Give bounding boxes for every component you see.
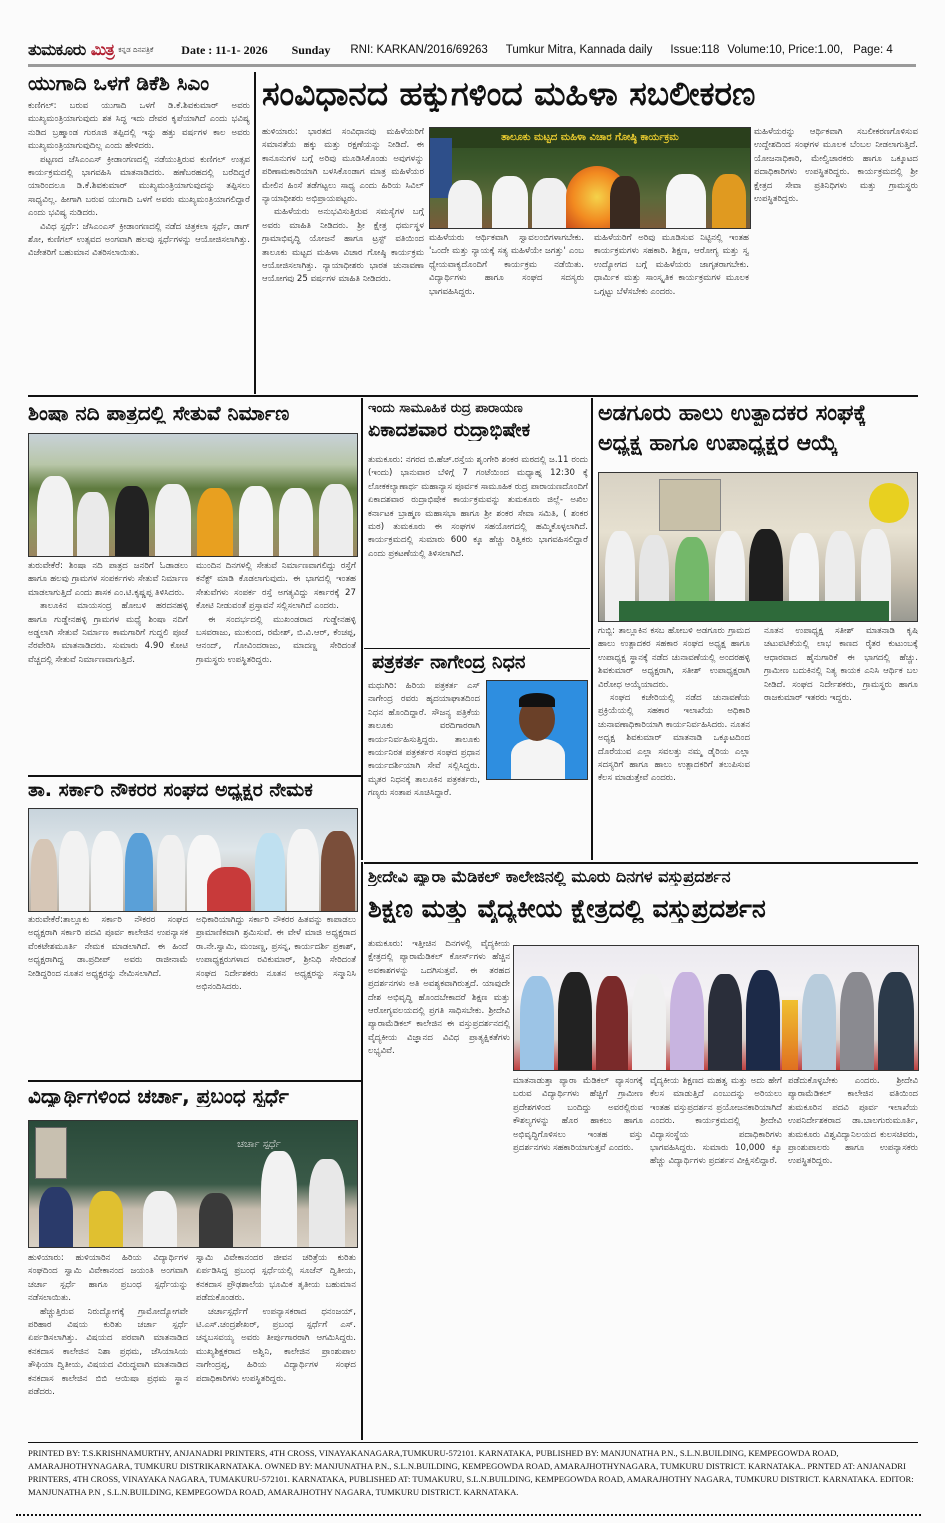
person [59,831,89,911]
person [596,976,628,1070]
person [39,1187,73,1247]
event-banner: ತಾಲೂಕು ಮಟ್ಟದ ಮಹಿಳಾ ವಿಚಾರ ಗೋಷ್ಠಿ ಕಾರ್ಯಕ್ರಮ [430,128,750,148]
person [448,180,482,228]
person [309,1159,345,1247]
person [558,972,592,1070]
volume-price: Volume:10, Price:1.00, [727,44,844,56]
charcha-body-col1: ಹುಳಿಯಾರು: ಹುಳಿಯಾರಿನ ಹಿರಿಯ ವಿದ್ಯಾರ್ಥಿಗಳ ಸಂಘದಿಂದ ಸ್ವಾಮಿ ವಿವೇಕಾನಂದ ಜಯಂತಿ ಅಂಗವಾಗಿ ಚರ್ಚಾ ಸ್ಪರ್ಧೆ ಹಾಗೂ ಪ್ರಬಂಧ ಸ್ಪರ್ಧೆಯನ್ನು ನಡೆಸಲಾಯಿತು. ಹೆಚ್ಚುತ್ತಿರುವ ನಿರುದ್ಯೋಗಕ್ಕೆ ಗ್ರಾಮೋದ್ಯೋಗವೇ ಪರಿಹಾರ ವಿಷಯ ಕುರಿತು ಚರ್ಚಾ ಸ್ಪರ್ಧೆ ಏರ್ಪಡಿಸಲಾಗಿತ್ತು. ವಿಷಯದ ಪರವಾಗಿ ಮಾತನಾಡಿದ ಕನಕದಾಸ ಕಾಲೇಜಿನ ನಿಶಾ ಪ್ರಥಮ, ಜೆಸಿಯಾಸಿಯ ತೌಫಿಯಾ ದ್ವಿತೀಯ, ವಿಷಯದ ವಿರುದ್ಧವಾಗಿ ಮಾತನಾಡಿದ ಕನಕದಾಸ ಕಾಲೇಜಿನ ಬಿಬಿ ಆಯಿಷಾ ಪ್ರಥಮ ಸ್ಥಾನ ಪಡೆದರು. [28,1253,188,1398]
naukarara-body-col2: ಅಧಿಕಾರಿಯಾಗಿದ್ದು ಸರ್ಕಾರಿ ನೌಕರರ ಹಿತವನ್ನು ಕಾಪಾಡಲು ಪ್ರಾಮಾಣಿಕವಾಗಿ ಶ್ರಮಿಸುವೆ. ಈ ವೇಳೆ ಮಾಜಿ ಅಧ್ಯಕ್ಷರಾದ ರಾ.ನೇ.ಸ್ವಾಮಿ, ಮಂಜಣ್ಣ, ಪ್ರಸನ್ನ, ಕಾರ್ಯದರ್ಶಿ ಪ್ರಕಾಶ್, ಉಪಾಧ್ಯಕ್ಷರುಗಳಾದ ರವಿಕುಮಾರ್, ಶ್ರೀನಿಧಿ ಸೇರಿದಂತೆ ಸಂಘದ ನಿರ್ದೇಶಕರು ನೂತನ ಅಧ್ಯಕ್ಷರನ್ನು ಸನ್ಮಾನಿಸಿ ಅಭಿನಂದಿಸಿದರು. [196,915,356,993]
mahila-body-col1: ಹುಳಿಯಾರು: ಭಾರತದ ಸಂವಿಧಾನವು ಮಹಿಳೆಯರಿಗೆ ಸಮಾನತೆಯ ಹಕ್ಕು ಮತ್ತು ರಕ್ಷಣೆಯನ್ನು ನೀಡಿದೆ. ಈ ಕಾನೂನುಗಳ ಬಗ್ಗೆ ಅರಿವು ಮೂಡಿಸಿಕೊಂಡು ಅವುಗಳನ್ನು ಪರಿಣಾಮಕಾರಿಯಾಗಿ ಬಳಸಿಕೊಂಡಾಗ ಮಾತ್ರ ಮಹಿಳೆಯರ ಮೇಲಿನ ಹಿಂಸೆ ತಡೆಗಟ್ಟಲು ಸಾಧ್ಯ ಎಂದು ಹಿರಿಯ ಸಿವಿಲ್ ನ್ಯಾಯಾಧೀಶರು ಅಭಿಪ್ರಾಯಪಟ್ಟರು. ಮಹಿಳೆಯರು ಅನುಭವಿಸುತ್ತಿರುವ ಸಮಸ್ಯೆಗಳ ಬಗ್ಗೆ ಅವರು ಮಾಹಿತಿ ನೀಡಿದರು. ಶ್ರೀ ಕ್ಷೇತ್ರ ಧರ್ಮಸ್ಥಳ ಗ್ರಾಮಾಭಿವೃದ್ಧಿ ಯೋಜನೆ ಹಾಗೂ ಟ್ರಸ್ಟ್ ವತಿಯಿಂದ ತಾಲೂಕು ಮಟ್ಟದ ಮಹಿಳಾ ವಿಚಾರ ಗೋಷ್ಠಿ ಕಾರ್ಯಕ್ರಮ ಆಯೋಜಿಸಲಾಗಿತ್ತು. ನ್ಯಾಯಾಧೀಶರು ಭಾರತ ಚುನಾವಣಾ ಆಯೋಗವು 25 ವರ್ಷಗಳ ಮಾಹಿತಿ ನೀಡಿದರು. [262,127,424,285]
person-shirt [511,739,565,779]
person [321,831,355,911]
person [125,833,153,911]
person [708,974,742,1070]
column-divider [254,72,256,394]
person [197,488,233,556]
masthead-rule [28,64,916,67]
person [239,486,273,556]
mahila-event-photo [429,127,751,229]
shimsha-body-col2: ಮುಂದಿನ ದಿನಗಳಲ್ಲಿ ಸೇತುವೆ ನಿರ್ಮಾಣವಾಗಲಿದ್ದು ರಸ್ತೆಗೆ ಕನೆಕ್ಟ್ ಮಾಡಿ ಕೊಡಲಾಗುವುದು. ಈ ಭಾಗದಲ್ಲಿ ಇಂತಹ ಸೇತುವೆಗಳು ಸಂಪರ್ಕ ರಸ್ತೆ ಅಗತ್ಯವಿದ್ದು ಸರ್ಕಾರಕ್ಕೆ 27 ಕೋಟಿ ನೀಡುವಂತೆ ಪ್ರಸ್ತಾವನೆ ಸಲ್ಲಿಸಲಾಗಿದೆ ಎಂದರು. ಈ ಸಂದರ್ಭದಲ್ಲಿ ಮುಖಂಡರಾದ ಗುಡ್ಡೇನಹಳ್ಳಿ ಬಸವರಾಜು, ಮುಕುಂದ, ರಮೇಶ್, ಬಿ.ವಿ.ಆರ್, ಕೆಂಚಪ್ಪ, ಆನಂದ್, ಗೋವಿಂದರಾಜು, ಮಾದಣ್ಣ ಸೇರಿದಂತೆ ಗ್ರಾಮಸ್ಥರು ಉಪಸ್ಥಿತರಿದ್ದರು. [196,561,356,665]
person [492,176,528,228]
wall-board [659,479,721,531]
nagendra-portrait [486,680,588,780]
person [520,976,554,1070]
issue-day: Sunday [291,42,331,57]
person [319,484,353,556]
balloons [869,483,909,523]
sridevi-body-col2: ಮಾತನಾಡುತ್ತಾ ಪ್ಯಾರಾ ಮೆಡಿಕಲ್ ವ್ಯಾಸಂಗಕ್ಕೆ ಬರುವ ವಿದ್ಯಾರ್ಥಿಗಳು ಹೆಚ್ಚಿಗೆ ಗ್ರಾಮೀಣ ಪ್ರದೇಶಗಳಿಂದ ಬಂದಿದ್ದು ಅವರಲ್ಲಿರುವ ಕೌಶಲ್ಯಗಳನ್ನು ಹೊರ ಹಾಕಲು ಹಾಗೂ ಅಭಿವೃದ್ಧಿಗೊಳಿಸಲು ಇಂತಹ ವಸ್ತು ಪ್ರದರ್ಶನಗಳು ಸಹಕಾರಿಯಾಗುತ್ತವೆ ಎಂದರು. [513,1076,643,1154]
footer-divider [28,1442,918,1443]
person [91,831,123,911]
portrait-frame [35,1127,67,1179]
mahila-body-col2: ಮಹಿಳೆಯರು ಆರ್ಥಿಕವಾಗಿ ಸ್ವಾವಲಂಬಿಗಳಾಗಬೇಕು. 'ಒಂದೇ ಮತ್ತು ನ್ಯಾಯಕ್ಕೆ ಸತ್ಯ ಮಹಿಳೆಯೇ ಜಗತ್ತು' ಎಂಬ ಧ್ಯೇಯವಾಕ್ಯದೊಂದಿಗೆ ಕಾರ್ಯಕ್ರಮ ನಡೆಯಿತು. ವಿದ್ಯಾರ್ಥಿಗಳು ಹಾಗೂ ಸಂಘದ ಸದಸ್ಯರು ಭಾಗವಹಿಸಿದ್ದರು. [429,233,584,297]
person [155,484,191,556]
paper-name: Tumkur Mitra, Kannada daily [505,44,653,56]
newspaper-logo: ತುಮಕೂರು ಮಿತ್ರ [28,40,115,59]
naukarara-body-col1: ತುರುವೇಕೆರೆ:ತಾಲ್ಲೂಕು ಸರ್ಕಾರಿ ನೌಕರರ ಸಂಘದ ಅಧ್ಯಕ್ಷರಾಗಿ ಸರ್ಕಾರಿ ಪದವಿ ಪೂರ್ವ ಕಾಲೇಜಿನ ಉಪನ್ಯಾಸಕ ವೆಂಕಟೇಶಮೂರ್ತಿ ನೇಮಕ ಮಾಡಲಾಗಿದೆ. ಈ ಹಿಂದೆ ಅಧ್ಯಕ್ಷರಾಗಿದ್ದ ಡಾ.ಪ್ರದೀಪ್ ಅವರು ರಾಜೀನಾಮೆ ನೀಡಿದ್ದರಿಂದ ನೂತನ ಅಧ್ಯಕ್ಷರನ್ನು ನೇಮಿಸಲಾಗಿದೆ. [28,915,188,979]
mahila-body-col3: ಮಹಿಳೆಯರಿಗೆ ಅರಿವು ಮೂಡಿಸುವ ನಿಟ್ಟಿನಲ್ಲಿ ಇಂತಹ ಕಾರ್ಯಕ್ರಮಗಳು ಸಹಕಾರಿ. ಶಿಕ್ಷಣ, ಆರೋಗ್ಯ ಮತ್ತು ಸ್ವ ಉದ್ಯೋಗದ ಬಗ್ಗೆ ಮಹಿಳೆಯರು ಜಾಗೃತರಾಗಬೇಕು. ಧಾರ್ಮಿಕ ಮತ್ತು ಸಾಂಸ್ಕೃತಿಕ ಕಾರ್ಯಕ್ರಮಗಳ ಮೂಲಕ ಒಗ್ಗಟ್ಟು ಬೆಳೆಸಬೇಕು ಎಂದರು. [594,233,749,297]
issue-number: Issue:118 [670,44,720,56]
sridevi-body-col3: ವೈದ್ಯಕೀಯ ಶಿಕ್ಷಣದ ಮಹತ್ವ ಮತ್ತು ಅದು ಹೇಗೆ ಕೆಲಸ ಮಾಡುತ್ತಿದೆ ಎಂಬುದನ್ನು ಅರಿಯಲು ಇಂತಹ ವಸ್ತುಪ್ರದರ್ಶನ ಪ್ರಯೋಜನಕಾರಿಯಾಗಿದೆ ಎಂದರು. ಕಾರ್ಯಕ್ರಮದಲ್ಲಿ ಶ್ರೀದೇವಿ ವಿದ್ಯಾಸಂಸ್ಥೆಯ ಪದಾಧಿಕಾರಿಗಳು ಭಾಗವಹಿಸಿದ್ದರು. ಸುಮಾರು 10,000 ಕ್ಕೂ ಹೆಚ್ಚು ವಿದ್ಯಾರ್ಥಿಗಳು ಪ್ರದರ್ಶನ ವೀಕ್ಷಿಸಲಿದ್ದಾರೆ. [650,1076,782,1167]
sridevi-body-col4: ಪಡೆದುಕೊಳ್ಳಬೇಕು ಎಂದರು. ಶ್ರೀದೇವಿ ಪ್ಯಾರಾಮೆಡಿಕಲ್ ಕಾಲೇಜಿನ ವತಿಯಿಂದ ತುಮಕೂರಿನ ಪದವಿ ಪೂರ್ವ ಇಲಾಖೆಯ ಉಪನಿರ್ದೇಶಕರಾದ ಡಾ.ಬಾಲಗುರುಮೂರ್ತಿ, ತುಮಕೂರು ವಿಶ್ವವಿದ್ಯಾನಿಲಯದ ಕುಲಸಚಿವರು, ಪ್ರಾಂಶುಪಾಲರು ಹಾಗೂ ಉಪನ್ಯಾಸಕರು ಉಪಸ್ಥಿತರಿದ್ದರು. [788,1076,918,1167]
table-cloth [619,601,889,621]
person [143,1191,177,1247]
person [279,488,313,556]
yugadi-headline: ಯುಗಾದಿ ಒಳಗೆ ಡಿಕೆಶಿ ಸಿಎಂ [28,72,210,94]
sridevi-headline-large: ಶಿಕ್ಷಣ ಮತ್ತು ವೈದ್ಯಕೀಯ ಕ್ಷೇತ್ರದಲ್ಲಿ ವಸ್ತುಪ್ರದರ್ಶನ [368,895,766,923]
person [157,835,185,911]
person [89,1191,123,1247]
adaguru-body-col2: ನೂತನ ಉಪಾಧ್ಯಕ್ಷ ಸತೀಶ್ ಮಾತನಾಡಿ ಕೃಷಿ ಚಟುವಟಿಕೆಯಲ್ಲಿ ಲಾಭ ಕಾಣದ ರೈತರ ಕುಟುಂಬಕ್ಕೆ ಆಧಾರವಾದ ಹೈನುಗಾರಿಕೆ ಈ ಭಾಗದಲ್ಲಿ ಹೆಚ್ಚು. ಗ್ರಾಮೀಣ ಬದುಕಿನಲ್ಲಿ ನಿತ್ಯ ಕಾಯಕ ಎನಿಸಿ ಆರ್ಥಿಕ ಬಲ ನೀಡಿದೆ. ಸಂಘದ ನಿರ್ದೇಶಕರು, ಗ್ರಾಮಸ್ಥರು ಹಾಗೂ ರಾಜಕುಮಾರ್ ಇತರರು ಇದ್ದರು. [764,626,918,704]
mahila-headline: ಸಂವಿಧಾನದ ಹಕ್ಕುಗಳಿಂದ ಮಹಿಳಾ ಸಬಲೀಕರಣ [262,76,756,113]
person [712,174,746,228]
person-hair [519,693,555,707]
rudra-headline-small: ಇಂದು ಸಾಮೂಹಿಕ ರುದ್ರ ಪಾರಾಯಣ [368,402,523,416]
person [840,972,874,1070]
person [31,839,57,911]
yugadi-body: ಕುಣಿಗಲ್: ಬರುವ ಯುಗಾದಿ ಒಳಗೆ ಡಿ.ಕೆ.ಶಿವಕುಮಾರ್ ಅವರು ಮುಖ್ಯಮಂತ್ರಿಯಾಗುವುದು ಶತ ಸಿದ್ಧ ಇದು ದೇವರ ಕೃಪೆಯಾಗಿದೆ ಎಂದು ಭವಿಷ್ಯ ನುಡಿದ ಬ್ರಹ್ಮಾಂಡ ಗುರೂಜಿ ತಪ್ಪಿದಲ್ಲಿ ಇನ್ನು ಹತ್ತು ವರ್ಷಗಳ ಕಾಲ ಅವರು ಮುಖ್ಯಮಂತ್ರಿಯಾಗುವುದಿಲ್ಲ ಎಂದು ಹೇಳಿದರು. ಪಟ್ಟಣದ ಜೆಸಿಎಂಎಸ್ ಕ್ರೀಡಾಂಗಣದಲ್ಲಿ ನಡೆಯುತ್ತಿರುವ ಕುಣಿಗಲ್ ಉತ್ಸವ ಕಾರ್ಯಕ್ರಮದಲ್ಲಿ ಭಾಗವಹಿಸಿ ಮಾತನಾಡಿದರು. ಹಣೆಬರಹದಲ್ಲಿ ಬರೆದಿದ್ದರೆ ಯಾರಿಂದಲೂ ಡಿ.ಕೆ.ಶಿವಕುಮಾರ್ ಮುಖ್ಯಮಂತ್ರಿಯಾಗುವುದನ್ನು ತಪ್ಪಿಸಲು ಸಾಧ್ಯವಿಲ್ಲ. ಹೀಗಾಗಿ ಬರುವ ಯುಗಾದಿ ಒಳಗೆ ಅವರು ಮುಖ್ಯಮಂತ್ರಿಯಾಗಲಿದ್ದಾರೆ ಎಂದು ಭವಿಷ್ಯ ನುಡಿದರು. ವಿವಿಧ ಸ್ಪರ್ಧೆ: ಜೆಸಿಎಂಎಸ್ ಕ್ರೀಡಾಂಗಣದಲ್ಲಿ ನಡೆದ ಚಿತ್ರಕಲಾ ಸ್ಪರ್ಧೆ, ಡಾಗ್ ಶೋ, ಕುಣಿಗಲ್ ಉತ್ಸವದ ಅಂಗವಾಗಿ ಹಲವು ಸ್ಪರ್ಧೆಗಳನ್ನು ಆಯೋಜಿಸಲಾಗಿತ್ತು. ವಿಜೇತರಿಗೆ ಬಹುಮಾನ ವಿತರಿಸಲಾಯಿತು. [28,101,250,259]
adaguru-body-col1: ಗುಬ್ಬಿ: ತಾಲ್ಲೂಕಿನ ಕಸಬ ಹೋಬಳಿ ಅಡಗೂರು ಗ್ರಾಮದ ಹಾಲು ಉತ್ಪಾದಕರ ಸಹಕಾರ ಸಂಘದ ಅಧ್ಯಕ್ಷ ಹಾಗೂ ಉಪಾಧ್ಯಕ್ಷ ಸ್ಥಾನಕ್ಕೆ ನಡೆದ ಚುನಾವಣೆಯಲ್ಲಿ ಅಂದರಹಳ್ಳಿ ಶಿವಕುಮಾರ್ ಅಧ್ಯಕ್ಷರಾಗಿ, ಸತೀಶ್ ಉಪಾಧ್ಯಕ್ಷರಾಗಿ ವಿರೋಧ ಆಯ್ಕೆಯಾದರು. ಸಂಘದ ಕಚೇರಿಯಲ್ಲಿ ನಡೆದ ಚುನಾವಣೆಯ ಪ್ರಕ್ರಿಯೆಯಲ್ಲಿ ಸಹಕಾರ ಇಲಾಖೆಯ ಅಧಿಕಾರಿ ಚುನಾವಣಾಧಿಕಾರಿಯಾಗಿ ಕಾರ್ಯನಿರ್ವಹಿಸಿದರು. ನೂತನ ಅಧ್ಯಕ್ಷ ಶಿವಕುಮಾರ್ ಮಾತನಾಡಿ ಒಕ್ಕೂಟದಿಂದ ದೊರೆಯುವ ಎಲ್ಲಾ ಸವಲತ್ತು ನಮ್ಮ ಡೈರಿಯ ಎಲ್ಲಾ ಸದಸ್ಯರಿಗೆ ಹಾಗೂ ಹಾಲು ಉತ್ಪಾದಕರಿಗೆ ತಲುಪಿಸುವ ಕೆಲಸ ಮಾಡುತ್ತೇವೆ ಎಂದರು. [598,626,750,784]
imprint-line: PRINTED BY: T.S.KRISHNAMURTHY, ANJANADRI PRINTERS, 4TH CROSS, VINAYAKANAGARA,TUMKURU-572101. KARNATAKA, PUBLISHED BY: MANJUNATHA P.N., S.L.N.BUILDING, KEMPEGOWDA ROAD, AMARAJHOTHYNAGARA, TUMKURU DISTRIKARNATAKA. OWNED BY: MANJUNATHA P.N., S.L.N.BUILDING, KEMPEGOWDA ROAD, AMARAJHOTHYNAGARA, TUMKURU DISTRICT. KARNATAKA.. PRNTED AT: ANJANADRI PRINTERS, 4TH CROSS, VINAYAKA NAGARA, TUMAKURU-572101. KARNATAKA, PUBLISHED AT: TUMAKURU, S.L.N.BUILDING, KEMPEGOWDA ROAD, AMARAJHOTHY NAGARA, TUMKURU DISTRICT. KARNATAKA. EDITOR: MANJUNATHA P.N , S.L.N.BUILDING, KEMPEGOWDA ROAD, AMARAJHOTHY NAGARA, TUMKURU DISTRICT. KARNATAKA. [28,1448,914,1497]
dotted-bottom-rule [16,1514,921,1516]
person [77,492,109,556]
charcha-headline: ವಿದ್ಯಾರ್ಥಿಗಳಿಂದ ಚರ್ಚಾ, ಪ್ರಬಂಧ ಸ್ಪರ್ಧೆ [28,1085,289,1107]
person [261,1151,297,1247]
person [802,974,836,1070]
adaguru-headline-line2: ಅಧ್ಯಕ್ಷ ಹಾಗೂ ಉಪಾಧ್ಯಕ್ಷರ ಆಯ್ಕೆ [598,432,838,456]
shimsha-bridge-photo [28,433,358,557]
column-divider [361,862,363,1440]
section-divider [28,395,918,397]
charcha-body-col2: ಸ್ವಾಮಿ ವಿವೇಕಾನಂದರ ಜೀವನ ಚರಿತ್ರೆಯ ಕುರಿತು ಏರ್ಪಡಿಸಿದ್ದ ಪ್ರಬಂಧ ಸ್ಪರ್ಧೆಯಲ್ಲಿ ಸೂಜೆನ್ ದ್ವಿತೀಯ, ಕನಕದಾಸ ಪ್ರೌಢಶಾಲೆಯ ಭೂಮಿಕ ತೃತೀಯ ಬಹುಮಾನ ಪಡೆದುಕೊಂಡರು. ಚರ್ಚಾಸ್ಪರ್ಧೆಗೆ ಉಪನ್ಯಾಸಕರಾದ ಧನಂಜಯ್, ಟಿ.ಎಸ್.ಚಂದ್ರಶೇಖರ್, ಪ್ರಬಂಧ ಸ್ಪರ್ಧೆಗೆ ಎಸ್. ಚನ್ನಬಸವಯ್ಯ ಅವರು ತೀರ್ಪುಗಾರರಾಗಿ ಆಗಮಿಸಿದ್ದರು. ಮುಖ್ಯಶಿಕ್ಷಕರಾದ ಅಶ್ವಿನಿ, ಕಾಲೇಜಿನ ಪ್ರಾಂಶುಪಾಲ ನಾಗೇಂದ್ರಪ್ಪ, ಹಿರಿಯ ವಿದ್ಯಾರ್ಥಿಗಳ ಸಂಘದ ಪದಾಧಿಕಾರಿಗಳು ಉಪಸ್ಥಿತರಿದ್ದರು. [196,1253,356,1384]
nagendra-headline: ಪತ್ರಕರ್ತ ನಾಗೇಂದ್ರ ನಿಧನ [372,652,526,673]
person [878,972,914,1070]
rudra-body: ತುಮಕೂರು: ನಗರದ ಬಿ.ಹೆಚ್.ರಸ್ತೆಯ ಶೃಂಗೇರಿ ಶಂಕರ ಮಠದಲ್ಲಿ ಜ.11 ರಂದು (ಇಂದು) ಭಾನುವಾರ ಬೆಳಿಗ್ಗೆ 7 ಗಂಟೆಯಿಂದ ಮಧ್ಯಾಹ್ನ 12:30 ಕ್ಕೆ ಲೋಕಕಲ್ಯಾಣಾರ್ಥ ಮಹಾನ್ಯಾಸ ಪೂರ್ವಕ ಸಾಮೂಹಿಕ ರುದ್ರ ಪಾರಾಯಣದೊಂದಿಗೆ ಏಕಾದಶವಾರ ರುದ್ರಾಭಿಷೇಕ ಕಾರ್ಯಕ್ರಮವನ್ನು ತುಮಕೂರು ಜಿಲ್ಲೆ- ಅಖಿಲ ಕರ್ನಾಟಕ ಬ್ರಾಹ್ಮಣ ಮಹಾಸಭಾ ಹಾಗೂ ಶ್ರೀ ಶಂಕರ ಸೇವಾ ಸಮಿತಿ, ( ಶಂಕರ ಮಠ) ತುಮಕೂರು ಈ ಸಂಘಗಳ ಸಹಯೋಗದಲ್ಲಿ ಹಮ್ಮಿಕೊಳ್ಳಲಾಗಿದೆ. ಕಾರ್ಯಕ್ರಮದಲ್ಲಿ ಸುಮಾರು 600 ಕ್ಕೂ ಹೆಚ್ಚು ರಿತ್ವಿಕರು ಭಾಗವಹಿಸಲಿದ್ದಾರೆ ಎಂದು ಪ್ರಕಟಣೆಯಲ್ಲಿ ತಿಳಿಸಲಾಗಿದೆ. [368,455,588,559]
nagendra-body: ಮಧುಗಿರಿ: ಹಿರಿಯ ಪತ್ರಕರ್ತ ಎಸ್ ನಾಗೇಂದ್ರ ರವರು ಹೃದಯಾಘಾತದಿಂದ ನಿಧನ ಹೊಂದಿದ್ದಾರೆ. ಸೌಜನ್ಯ ಪತ್ರಿಕೆಯ ತಾಲೂಕು ವರದಿಗಾರರಾಗಿ ಕಾರ್ಯನಿರ್ವಹಿಸುತ್ತಿದ್ದರು. ತಾಲೂಕು ಕಾರ್ಯನಿರತ ಪತ್ರಕರ್ತರ ಸಂಘದ ಪ್ರಧಾನ ಕಾರ್ಯದರ್ಶಿಯಾಗಿ ಸೇವೆ ಸಲ್ಲಿಸಿದ್ದರು. ಮೃತರ ನಿಧನಕ್ಕೆ ತಾಲೂಕಿನ ಪತ್ರಕರ್ತರು, ಗಣ್ಯರು ಸಂತಾಪ ಸೂಚಿಸಿದ್ದಾರೆ. [368,680,588,856]
shimsha-body-col1: ತುರುವೇಕೆರೆ: ಶಿಂಷಾ ನದಿ ಪಾತ್ರದ ಜನರಿಗೆ ಓಡಾಡಲು ಹಾಗೂ ಹಲವು ಗ್ರಾಮಗಳ ಸಂಪರ್ಕಗಳು ಸೇತುವೆ ನಿರ್ಮಾಣ ಮಾಡಲಾಗುತ್ತಿದೆ ಎಂದು ಶಾಸಕ ಎಂ.ಟಿ.ಕೃಷ್ಣಪ್ಪ ತಿಳಿಸಿದರು. ತಾಲೂಕಿನ ಮಾಯಸಂದ್ರ ಹೋಬಳಿ ಹರದನಹಳ್ಳಿ ಹಾಗೂ ಗುಡ್ಡೇನಹಳ್ಳಿ ಗ್ರಾಮಗಳ ಮಧ್ಯೆ ಶಿಂಷಾ ನದಿಗೆ ಅಡ್ಡಲಾಗಿ ಸೇತುವೆ ನಿರ್ಮಾಣ ಕಾಮಗಾರಿಗೆ ಗುದ್ದಲಿ ಪೂಜೆ ನೆರವೇರಿಸಿ ಮಾತನಾಡಿದರು. ಸುಮಾರು 4.90 ಕೋಟಿ ವೆಚ್ಚದಲ್ಲಿ ಸೇತುವೆ ನಿರ್ಮಾಣವಾಗುತ್ತಿದೆ. [28,561,188,665]
person [255,833,285,911]
person [532,178,568,228]
page-number: Page: 4 [853,44,893,56]
naukarara-group-photo [28,808,358,912]
sridevi-body-col1: ತುಮಕೂರು: ಇತ್ತೀಚಿನ ದಿನಗಳಲ್ಲಿ ವೈದ್ಯಕೀಯ ಕ್ಷೇತ್ರದಲ್ಲಿ ಪ್ಯಾರಾಮೆಡಿಕಲ್ ಕೋರ್ಸ್‌ಗಳು ಹೆಚ್ಚಿನ ಅವಕಾಶಗಳನ್ನು ಒದಗಿಸುತ್ತವೆ. ಈ ತರಹದ ಪ್ರದರ್ಶನಗಳು ಅತಿ ಅವಶ್ಯಕವಾಗಿರುತ್ತದೆ. ಯಾವುದೇ ದೇಶ ಅಭಿವೃದ್ಧಿ ಹೊಂದಬೇಕಾದರೆ ಶಿಕ್ಷಣ ಮತ್ತು ಆರೋಗ್ಯವಲಯದಲ್ಲಿ ಪ್ರಗತಿ ಸಾಧಿಸಬೇಕು. ಶ್ರೀದೇವಿ ಪ್ಯಾರಾಮೆಡಿಕಲ್ ಕಾಲೇಜಿನ ಈ ವಸ್ತುಪ್ರದರ್ಶನದಲ್ಲಿ ವೈದ್ಯಕೀಯ ವಿಜ್ಞಾನದ ವಿವಿಧ ಪ್ರಾತ್ಯಕ್ಷಿಕತೆಗಳು ಲಭ್ಯವಿವೆ. [368,939,510,1057]
masthead [28,38,918,62]
person [287,829,319,911]
person [37,476,73,556]
section-divider [364,862,918,864]
garland [782,1000,798,1070]
person [632,974,666,1070]
column-divider [591,398,593,860]
sridevi-group-photo [513,945,919,1071]
person [199,1193,233,1247]
honored-guest [207,867,251,911]
section-divider [364,648,590,649]
logo-subtitle: ಕನ್ನಡ ದಿನಪತ್ರಿಕೆ [118,45,154,54]
shimsha-headline: ಶಿಂಷಾ ನದಿ ಪಾತ್ರದಲ್ಲಿ ಸೇತುವೆ ನಿರ್ಮಾಣ [28,402,290,424]
mahila-body-col4: ಮಹಿಳೆಯರನ್ನು ಆರ್ಥಿಕವಾಗಿ ಸಬಲೀಕರಣಗೊಳಿಸುವ ಉದ್ದೇಶದಿಂದ ಸಂಘಗಳ ಮೂಲಕ ಬೆಂಬಲ ನೀಡಲಾಗುತ್ತಿದೆ. ಯೋಜನಾಧಿಕಾರಿ, ಮೇಲ್ವಿಚಾರಕರು ಹಾಗೂ ಒಕ್ಕೂಟದ ಪದಾಧಿಕಾರಿಗಳು ಉಪಸ್ಥಿತರಿದ್ದರು. ಕಾರ್ಯಕ್ರಮದಲ್ಲಿ ಶ್ರೀ ಕ್ಷೇತ್ರದ ಸೇವಾ ಪ್ರತಿನಿಧಿಗಳು ಮತ್ತು ಗ್ರಾಮಸ್ಥರು ಉಪಸ್ಥಿತರಿದ್ದರು. [754,127,918,205]
person [666,174,706,228]
naukarara-headline: ತಾ. ಸರ್ಕಾರಿ ನೌಕರರ ಸಂಘದ ಅಧ್ಯಕ್ಷರ ನೇಮಕ [28,780,313,801]
issue-date: Date : 11-1- 2026 [181,42,268,57]
blackboard-text: ಚರ್ಚಾ ಸ್ಪರ್ಧೆ [237,1139,281,1150]
person [670,972,704,1070]
person [746,970,780,1070]
section-divider [28,775,362,777]
adaguru-group-photo [598,472,918,622]
charcha-event-photo [28,1120,358,1248]
section-divider [28,1080,362,1082]
person [115,486,149,556]
sridevi-headline-small: ಶ್ರೀದೇವಿ ಪ್ಯಾರಾ ಮೆಡಿಕಲ್ ಕಾಲೇಜಿನಲ್ಲಿ ಮೂರು ದಿನಗಳ ವಸ್ತುಪ್ರದರ್ಶನ [368,868,731,886]
person [610,176,640,228]
rni-number: RNI: KARKAN/2016/69263 [350,44,488,56]
adaguru-headline-line1: ಅಡಗೂರು ಹಾಲು ಉತ್ಪಾದಕರ ಸಂಘಕ್ಕೆ [598,402,867,426]
rudra-headline-large: ಏಕಾದಶವಾರ ರುದ್ರಾಭಿಷೇಕ [368,420,531,441]
column-divider [361,398,363,860]
